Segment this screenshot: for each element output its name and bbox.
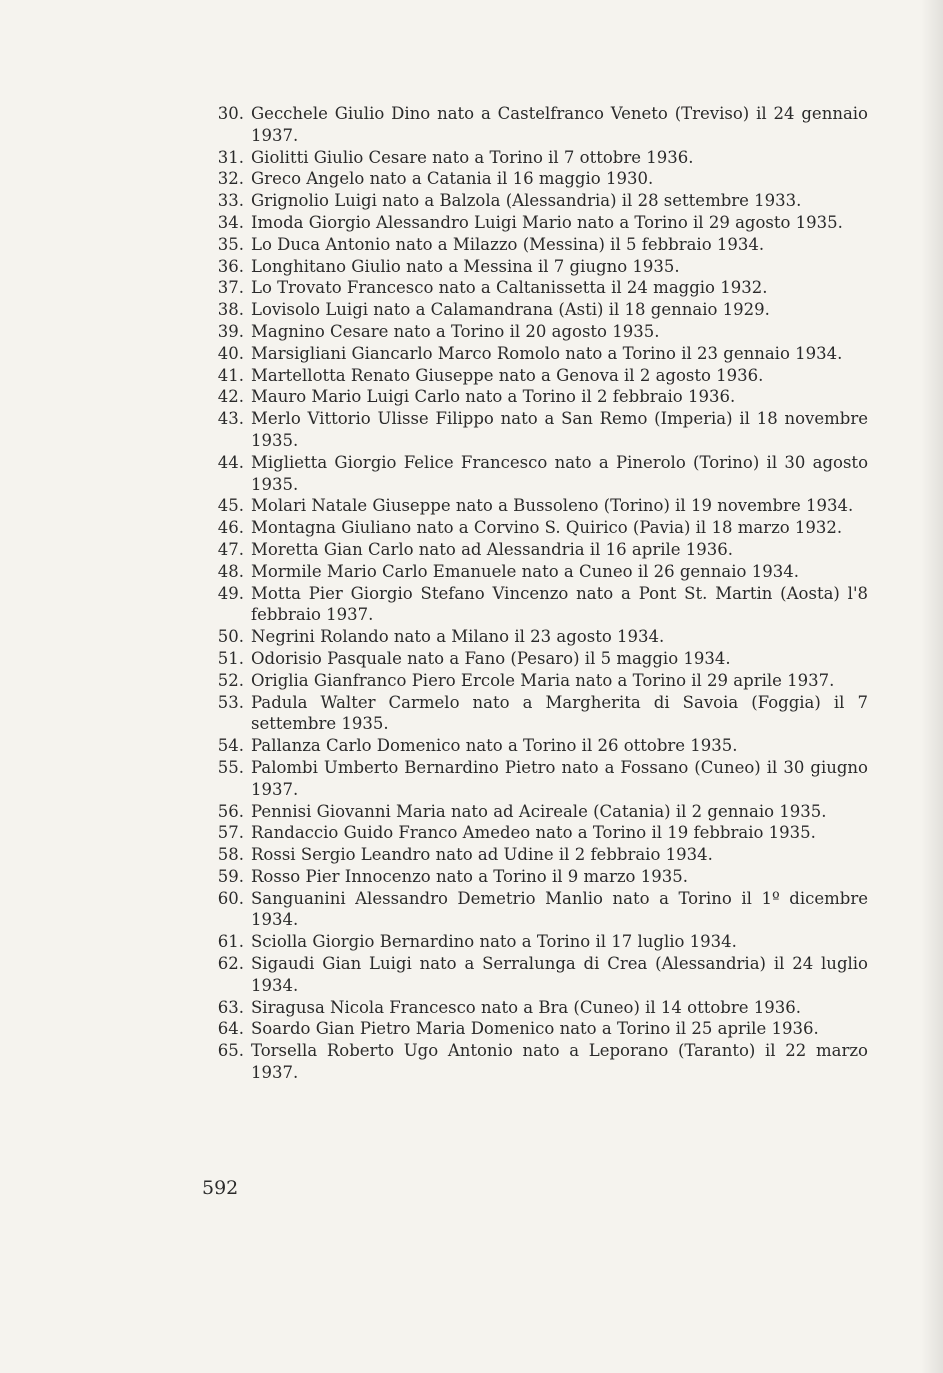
entry-number: 58. — [217, 845, 244, 865]
list-item — [208, 931, 868, 953]
entry-text: Moretta Gian Carlo nato ad Alessandria il 16 aprile 1936. — [251, 539, 734, 559]
entry-number: 61. — [217, 932, 244, 952]
entry-text: Mauro Mario Luigi Carlo nato a Torino il 2 febbraio 1936. — [251, 387, 736, 407]
entry-number: 57. — [217, 823, 244, 843]
entry-number: 35. — [217, 234, 244, 254]
entry-number: 34. — [217, 212, 244, 232]
entry-text: Sigaudi Gian Luigi nato a Serralunga di Crea (Alessandria) il 24 luglio 1934. — [251, 954, 868, 995]
entry-text: Siragusa Nicola Francesco nato a Bra (Cuneo) il 14 ottobre 1936. — [251, 997, 801, 1017]
entry-text: Lovisolo Luigi nato a Calamandrana (Asti) il 18 gennaio 1929. — [251, 300, 770, 320]
page-edge-shadow — [921, 0, 943, 1373]
entry-number: 51. — [217, 648, 244, 668]
entry-number: 55. — [217, 757, 244, 777]
entry-text: Sanguanini Alessandro Demetrio Manlio nato a Torino il 1º dicembre 1934. — [251, 888, 868, 930]
entry-text: Sciolla Giorgio Bernardino nato a Torino il 17 luglio 1934. — [251, 932, 737, 952]
entry-text: Pennisi Giovanni Maria nato ad Acireale (Catania) il 2 gennaio 1935. — [251, 801, 827, 821]
list-item — [208, 997, 868, 1019]
list-item — [208, 234, 868, 256]
entry-number: 54. — [217, 736, 244, 756]
entry-text: Randaccio Guido Franco Amedeo nato a Torino il 19 febbraio 1935. — [251, 823, 816, 843]
list-item — [208, 801, 868, 823]
entry-text: Palombi Umberto Bernardino Pietro nato a Fossano (Cuneo) il 30 giugno 1937. — [251, 757, 868, 799]
list-item — [208, 343, 868, 365]
list-item — [208, 757, 868, 801]
entry-text: Torsella Roberto Ugo Antonio nato a Leporano (Taranto) il 22 marzo 1937. — [251, 1041, 868, 1083]
list-item — [208, 321, 868, 343]
list-item — [208, 866, 868, 888]
list-item — [208, 365, 868, 387]
entry-text: Soardo Gian Pietro Maria Domenico nato a Torino il 25 aprile 1936. — [251, 1019, 819, 1039]
list-item — [208, 517, 868, 539]
list-item — [208, 583, 868, 627]
entry-number: 59. — [217, 866, 244, 886]
list-item — [208, 147, 868, 169]
entry-text: Pallanza Carlo Domenico nato a Torino il 26 ottobre 1935. — [251, 736, 738, 756]
entry-number: 40. — [217, 343, 244, 363]
entry-text: Montagna Giuliano nato a Corvino S. Quirico (Pavia) il 18 marzo 1932. — [251, 518, 843, 538]
entry-number: 64. — [217, 1019, 244, 1039]
entry-number: 62. — [217, 954, 244, 974]
entry-text: Grignolio Luigi nato a Balzola (Alessandria) il 28 settembre 1933. — [251, 191, 802, 211]
list-item — [208, 888, 868, 932]
entry-number: 63. — [217, 997, 244, 1017]
entry-number: 60. — [217, 888, 244, 908]
list-item — [208, 1040, 868, 1084]
entry-text: Miglietta Giorgio Felice Francesco nato a Pinerolo (Torino) il 30 agosto 1935. — [251, 452, 868, 494]
entry-number: 53. — [217, 692, 244, 712]
entry-text: Merlo Vittorio Ulisse Filippo nato a San Remo (Imperia) il 18 novembre 1935. — [251, 409, 868, 450]
entry-number: 45. — [217, 496, 244, 516]
entry-text: Lo Trovato Francesco nato a Caltanissetta il 24 maggio 1932. — [251, 278, 768, 298]
list-item — [208, 168, 868, 190]
entry-number: 47. — [217, 539, 244, 559]
list-item — [208, 452, 868, 496]
list-item — [208, 386, 868, 408]
list-item — [208, 648, 868, 670]
entry-text: Origlia Gianfranco Piero Ercole Maria nato a Torino il 29 aprile 1937. — [251, 670, 835, 690]
list-item — [208, 844, 868, 866]
entry-number: 31. — [217, 147, 244, 167]
entry-number: 38. — [217, 300, 244, 320]
entry-number: 65. — [217, 1041, 244, 1061]
list-item — [208, 212, 868, 234]
list-item — [208, 561, 868, 583]
entry-number: 39. — [217, 321, 244, 341]
list-item — [208, 822, 868, 844]
entry-number: 56. — [217, 801, 244, 821]
list-item — [208, 1018, 868, 1040]
entry-number: 48. — [217, 561, 244, 581]
entry-text: Giolitti Giulio Cesare nato a Torino il 7 ottobre 1936. — [251, 147, 694, 167]
entry-number: 44. — [217, 452, 244, 472]
list-item — [208, 692, 868, 736]
list-item — [208, 103, 868, 147]
entry-number: 52. — [217, 670, 244, 690]
entry-text: Negrini Rolando nato a Milano il 23 agosto 1934. — [251, 627, 665, 647]
entry-number: 42. — [217, 387, 244, 407]
list-item — [208, 670, 868, 692]
entry-text: Padula Walter Carmelo nato a Margherita di Savoia (Foggia) il 7 settembre 1935. — [251, 692, 868, 734]
entry-list — [208, 103, 868, 1084]
entry-text: Odorisio Pasquale nato a Fano (Pesaro) il 5 maggio 1934. — [251, 648, 731, 668]
entry-number: 43. — [217, 409, 244, 429]
entry-text: Greco Angelo nato a Catania il 16 maggio 1930. — [251, 169, 654, 189]
entry-number: 36. — [217, 256, 244, 276]
entry-number: 32. — [217, 169, 244, 189]
list-item — [208, 495, 868, 517]
entry-number: 30. — [217, 104, 244, 123]
list-item — [208, 735, 868, 757]
list-item — [208, 256, 868, 278]
page-number: 592 — [202, 1177, 239, 1199]
entry-text: Rossi Sergio Leandro nato ad Udine il 2 febbraio 1934. — [251, 845, 713, 865]
entry-text: Molari Natale Giuseppe nato a Bussoleno (Torino) il 19 novembre 1934. — [251, 496, 854, 516]
entry-text: Imoda Giorgio Alessandro Luigi Mario nato a Torino il 29 agosto 1935. — [251, 212, 843, 232]
entry-number: 37. — [217, 278, 244, 298]
entry-number: 50. — [217, 627, 244, 647]
list-item — [208, 953, 868, 997]
list-item — [208, 299, 868, 321]
entry-number: 33. — [217, 191, 244, 211]
list-item — [208, 539, 868, 561]
list-item — [208, 277, 868, 299]
entry-text: Longhitano Giulio nato a Messina il 7 giugno 1935. — [251, 256, 680, 276]
entry-text: Mormile Mario Carlo Emanuele nato a Cuneo il 26 gennaio 1934. — [251, 561, 799, 581]
entry-text: Rosso Pier Innocenzo nato a Torino il 9 marzo 1935. — [251, 866, 688, 886]
entry-text: Motta Pier Giorgio Stefano Vincenzo nato a Pont St. Martin (Aosta) l'8 febbraio 1937. — [251, 583, 868, 625]
list-item — [208, 626, 868, 648]
entry-text: Magnino Cesare nato a Torino il 20 agosto 1935. — [251, 321, 660, 341]
entry-text: Lo Duca Antonio nato a Milazzo (Messina) il 5 febbraio 1934. — [251, 234, 765, 254]
entry-number: 46. — [217, 518, 244, 538]
entry-number: 41. — [217, 365, 244, 385]
list-item — [208, 190, 868, 212]
list-item — [208, 408, 868, 452]
entry-text: Gecchele Giulio Dino nato a Castelfranco Veneto (Treviso) il 24 gennaio 1937. — [251, 104, 868, 145]
entry-number: 49. — [217, 583, 244, 603]
entry-text: Martellotta Renato Giuseppe nato a Genova il 2 agosto 1936. — [251, 365, 764, 385]
entry-text: Marsigliani Giancarlo Marco Romolo nato a Torino il 23 gennaio 1934. — [251, 343, 843, 363]
